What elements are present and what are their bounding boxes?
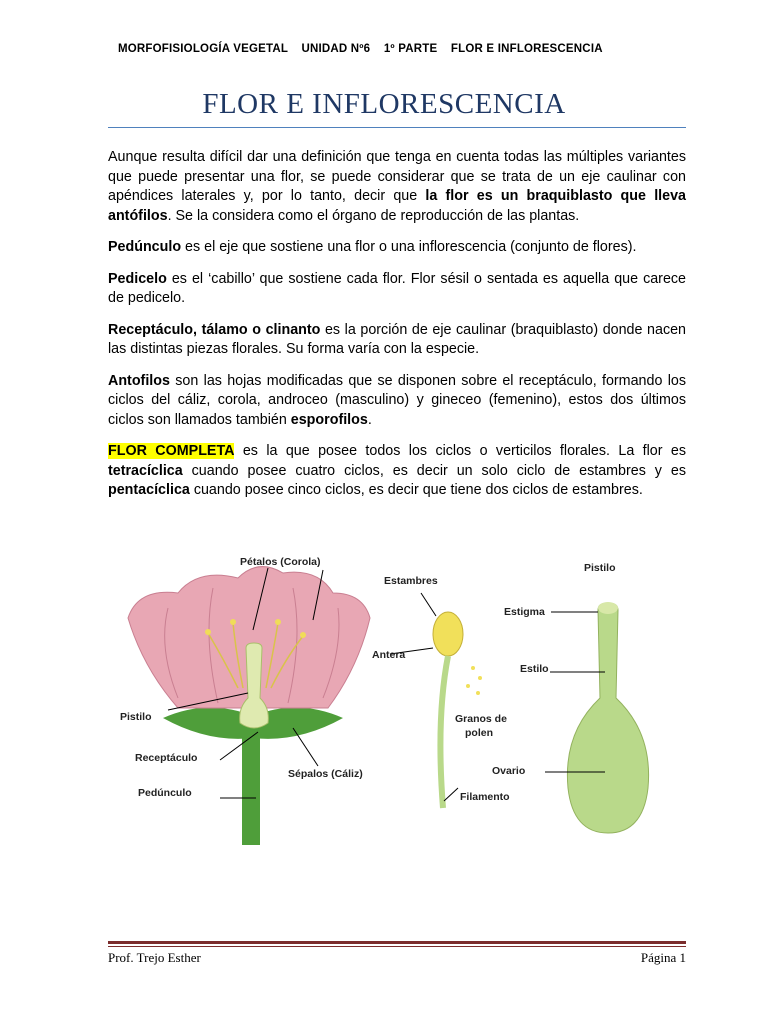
label-ovario: Ovario [492,765,526,777]
page-title: FLOR E INFLORESCENCIA [202,88,566,120]
flower-diagram [108,548,686,848]
label-estambres: Estambres [384,575,438,587]
paragraph-antofilos: Antofilos son las hojas modificadas que se disponen sobre el receptáculo, formando los ciclos del cáliz, corola, androceo (masculino) y gineceo (femenino), estos dos últimos ciclos son llamados también esporofilos. [108,372,686,428]
label-pistilo-right: Pistilo [584,562,616,574]
body-text [108,148,686,513]
footer-rule-thin [108,946,686,947]
paragraph-intro: Aunque resulta difícil dar una definición que tenga en cuenta todas las múltiples variantes que puede presentar una flor, se puede considerar que se trata de un eje caulinar con apéndices laterales y, por lo tanto, decir que la flor es un braquiblasto que lleva antófilos. Se la considera como el órgano de reproducción de las plantas. [108,149,686,224]
paragraph-pedicelo: Pedicelo es el ‘cabillo’ que sostiene cada flor. Flor sésil o sentada es aquella que carece de pedicelo. [108,270,686,306]
label-filamento: Filamento [460,791,510,803]
paragraph-flor-completa: FLOR COMPLETA es la que posee todos los ciclos o verticilos florales. La flor es tetracíclica cuando posee cuatro ciclos, es decir un solo ciclo de estambres y es pentacíclica cuando posee cinco ciclos, es decir que tiene dos ciclos de estambres. [108,443,687,498]
label-pistilo-left: Pistilo [120,711,152,723]
footer-author: Prof. Trejo Esther [108,950,201,965]
footer-page-number: Página 1 [640,950,686,965]
label-antera: Antera [372,649,406,661]
paragraph-pedunculo: Pedúnculo es el eje que sostiene una flor o una inflorescencia (conjunto de flores). [108,239,637,255]
paragraph-receptaculo: Receptáculo, tálamo o clinanto es la porción de eje caulinar (braquiblasto) donde nacen las distintas piezas florales. Su forma varía con la especie. [108,321,686,357]
label-granos-2: polen [465,727,493,739]
label-estilo: Estilo [520,663,549,675]
label-sepalos: Sépalos (Cáliz) [288,768,363,780]
running-header: MORFOFISIOLOGÍA VEGETAL UNIDAD Nº6 1º PARTE FLOR E INFLORESCENCIA [118,43,603,55]
label-estigma: Estigma [504,606,545,618]
label-receptaculo: Receptáculo [135,752,198,764]
highlighted-term: FLOR COMPLETA [108,443,235,459]
label-granos-1: Granos de [455,713,507,725]
stamen-anther [433,612,463,656]
flower-stem [242,733,260,845]
pistil-shape [567,603,648,833]
label-pedunculo: Pedúnculo [138,787,192,799]
label-petalos: Pétalos (Corola) [240,556,321,568]
title-underline [108,127,686,128]
pollen-grains [466,666,482,695]
flower-diagram-svg [108,548,686,848]
stigma-shape [598,602,618,614]
footer-rule-thick [108,941,686,944]
stamen-filament [440,656,448,808]
